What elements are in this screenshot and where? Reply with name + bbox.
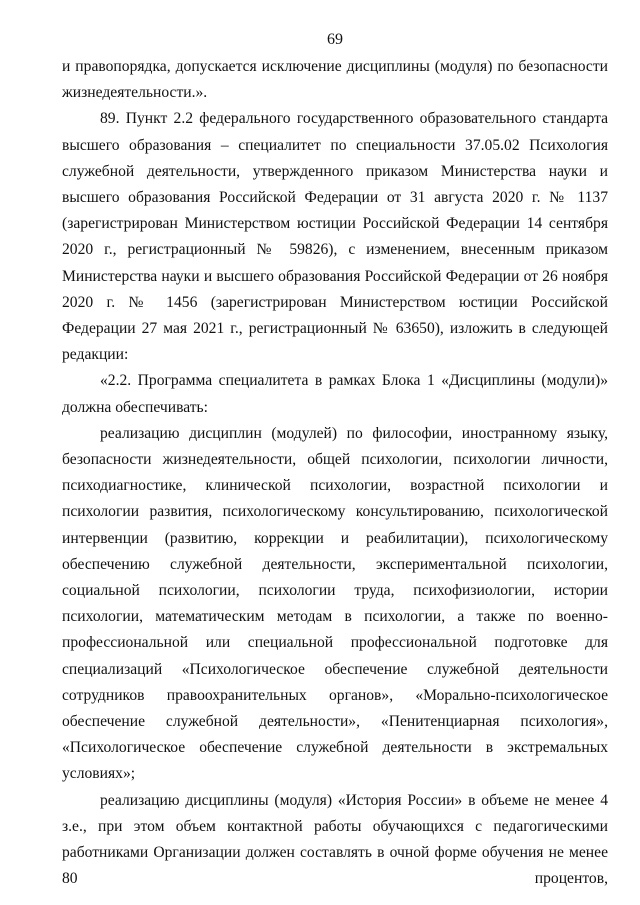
page-number: 69 bbox=[327, 31, 343, 48]
paragraph-history-of-russia: реализацию дисциплины (модуля) «История России» в объеме не менее 4 з.е., при этом объем контактной работы обучающихся с педагогическими работниками Организации должен составлять в очной форме обучения не менее 80 процентов, bbox=[62, 791, 608, 888]
document-page bbox=[62, 30, 608, 893]
paragraph-disciplines-list: реализацию дисциплин (модулей) по философии, иностранному языку, безопасности жизнедеятельности, общей психологии, психологии личности, психодиагностике, клинической психологии, возрастной психологии и психологии развития, психологическому консультированию, психологической интервенции (развитию, коррекции и реабилитации), психологическому обеспечению служебной деятельности, экспериментальной психологии, социальной психологии, психологии труда, психофизиологии, истории психологии, математическим методам в психологии, а также по военно-профессиональной или специальной профессиональной подготовке для специализаций «Психологическое обеспечение служебной деятельности сотрудников правоохранительных органов», «Морально-психологическое обеспечение служебной деятельности», «Пенитенциарная психология», «Психологическое обеспечение служебной деятельности в экстремальных условиях»; bbox=[62, 424, 608, 783]
paragraph-continuation: и правопорядка, допускается исключение дисциплины (модуля) по безопасности жизнедеятельности.». bbox=[62, 58, 608, 102]
paragraph-clause-2-2: «2.2. Программа специалитета в рамках Блока 1 «Дисциплины (модули)» должна обеспечивать: bbox=[62, 372, 608, 416]
paragraph-item-89: 89. Пункт 2.2 федерального государственного образовательного стандарта высшего образования – специалитет по специальности 37.05.02 Психология служебной деятельности, утвержденного приказом Министерства науки и высшего образования Российской Федерации от 31 августа 2020 г. № 1137 (зарегистрирован Министерством юстиции Российской Федерации 14 сентября 2020 г., регистрационный № 59826), с изменением, внесенным приказом Министерства науки и высшего образования Российской Федерации от 26 ноября 2020 г. № 1456 (зарегистрирован Министерством юстиции Российской Федерации 27 мая 2021 г., регистрационный № 63650), изложить в следующей редакции: bbox=[62, 110, 608, 364]
